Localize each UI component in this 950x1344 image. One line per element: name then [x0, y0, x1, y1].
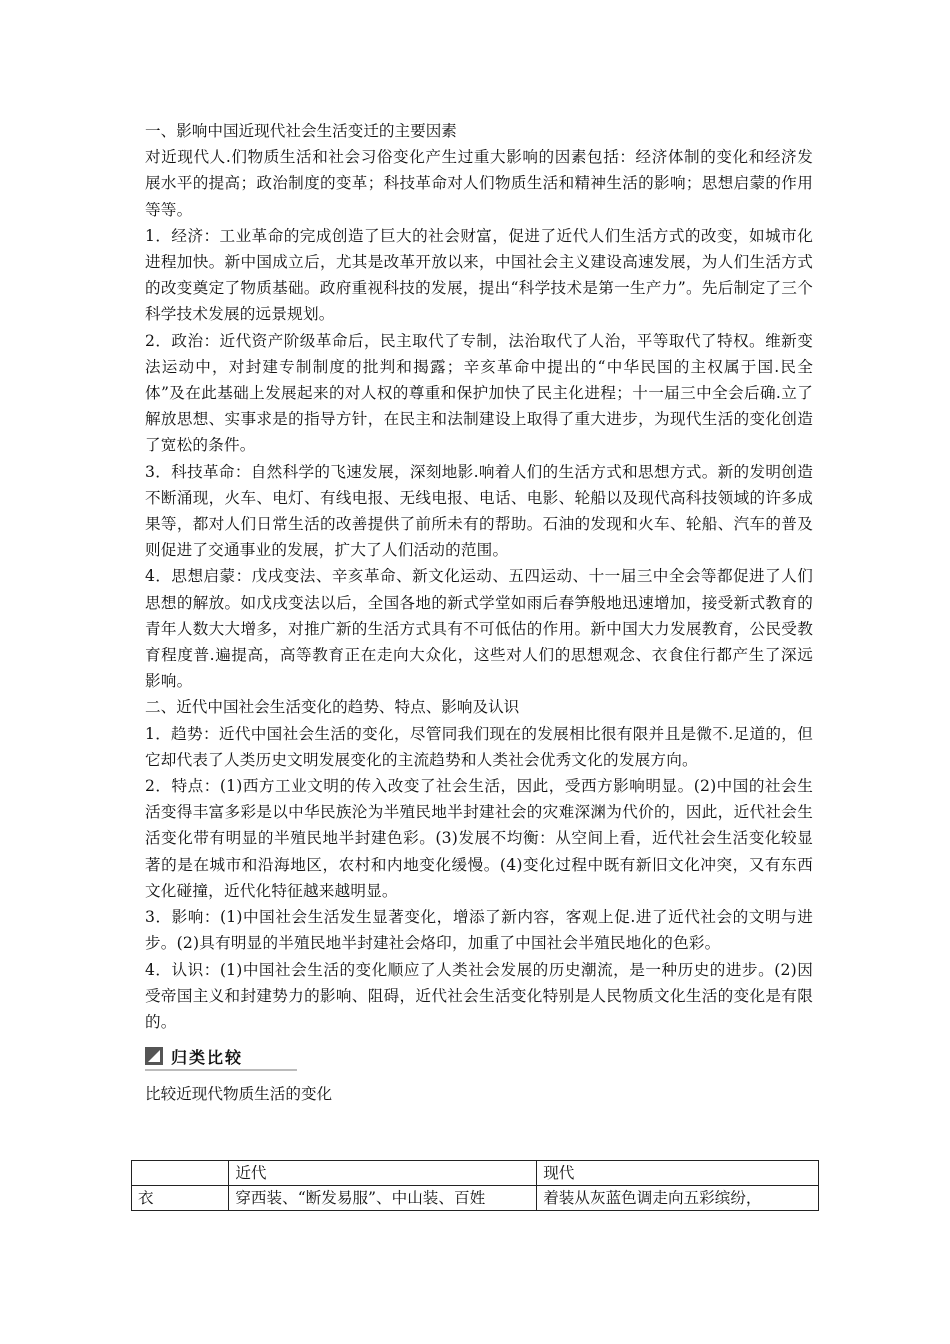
table-caption: 比较近现代物质生活的变化: [145, 1085, 333, 1104]
section1-technology: 3．科技革命：自然科学的飞速发展，深刻地影.响着人们的生活方式和思想方式。新的发明创造不断涌现，火车、电灯、有线电报、无线电报、电话、电影、轮船以及现代高科技领域的许多成果等，都对人们日常生活的改善提供了前所未有的帮助。石油的发现和火车、轮船、汽车的普及则促进了交通事业的发展，扩大了人们活动的范围。: [145, 462, 813, 560]
document-body: [145, 118, 813, 1111]
section2-understanding: 4．认识：(1)中国社会生活的变化顺应了人类社会发展的历史潮流，是一种历史的进步。(2)因受帝国主义和封建势力的影响、阻碍，近代社会生活变化特别是人民物质文化生活的变化是有限的。: [145, 960, 813, 1031]
category-compare-badge: [145, 1041, 813, 1073]
table-cell: 着装从灰蓝色调走向五彩缤纷，: [537, 1186, 819, 1211]
section1-intro: 对近现代人.们物质生活和社会习俗变化产生过重大影响的因素包括：经济体制的变化和经济发展水平的提高；政治制度的变革；科技革命对人们物质生活和精神生活的影响；思想启蒙的作用等等。: [145, 148, 813, 219]
section2-title: 二、近代中国社会生活变化的趋势、特点、影响及认识: [145, 698, 520, 717]
table-cell: 穿西装、“断发易服”、中山装、百姓: [229, 1186, 537, 1211]
table-header-cell: 现代: [537, 1161, 819, 1186]
comparison-table: [131, 1160, 819, 1211]
section2-trend: 1．趋势：近代中国社会生活的变化，尽管同我们现在的发展相比很有限并且是微不.足道的，但它却代表了人类历史文明发展变化的主流趋势和人类社会优秀文化的发展方向。: [145, 724, 813, 769]
badge-label: 归类比较: [171, 1047, 244, 1067]
table-header-cell: [132, 1161, 229, 1186]
table-header-cell: 近代: [229, 1161, 537, 1186]
section1-title: 一、影响中国近现代社会生活变迁的主要因素: [145, 122, 457, 140]
section1-politics: 2．政治：近代资产阶级革命后，民主取代了专制，法治取代了人治，平等取代了特权。维新变法运动中，对封建专制制度的批判和揭露；辛亥革命中提出的“中华民国的主权属于国.民全体”及在此基础上发展起来的对人权的尊重和保护加快了民主化进程；十一届三中全会后确.立了解放思想、实事求是的指导方针，在民主和法制建设上取得了重大进步，为现代生活的变化创造了宽松的条件。: [145, 331, 813, 455]
table-header-row: [132, 1161, 819, 1186]
section1-enlightenment: 4．思想启蒙：戊戌变法、辛亥革命、新文化运动、五四运动、十一届三中全会等都促进了人们思想的解放。如戊戌变法以后，全国各地的新式学堂如雨后春笋般地迅速增加，接受新式教育的青年人数大大增多，对推广新的生活方式具有不可低估的作用。新中国大力发展教育，公民受教育程度普.遍提高，高等教育正在走向大众化，这些对人们的思想观念、衣食住行都产生了深远影响。: [145, 567, 813, 691]
section2-impact: 3．影响：(1)中国社会生活发生显著变化，增添了新内容，客观上促.进了近代社会的文明与进步。(2)具有明显的半殖民地半封建社会烙印，加重了中国社会半殖民地化的色彩。: [145, 908, 813, 953]
section1-economy: 1．经济：工业革命的完成创造了巨大的社会财富，促进了近代人们生活方式的改变，如城市化进程加快。新中国成立后，尤其是改革开放以来，中国社会主义建设高速发展，为人们生活方式的改变奠定了物质基础。政府重视科技的发展，提出“科学技术是第一生产力”。先后制定了三个科学技术发展的远景规划。: [145, 226, 813, 324]
table-row: [132, 1186, 819, 1211]
badge-underline: [145, 1069, 297, 1071]
section2-features: 2．特点：(1)西方工业文明的传入改变了社会生活，因此，受西方影响明显。(2)中国的社会生活变得丰富多彩是以中华民族沦为半殖民地半封建社会的灾难深渊为代价的，因此，近代社会生活变化带有明显的半殖民地半封建色彩。(3)发展不均衡：从空间上看，近代社会生活变化较显著的是在城市和沿海地区，农村和内地变化缓慢。(4)变化过程中既有新旧文化冲突，又有东西文化碰撞，近代化特征越来越明显。: [145, 777, 813, 900]
table-cell: 衣: [132, 1186, 229, 1211]
slash-corner-icon: [145, 1047, 163, 1065]
